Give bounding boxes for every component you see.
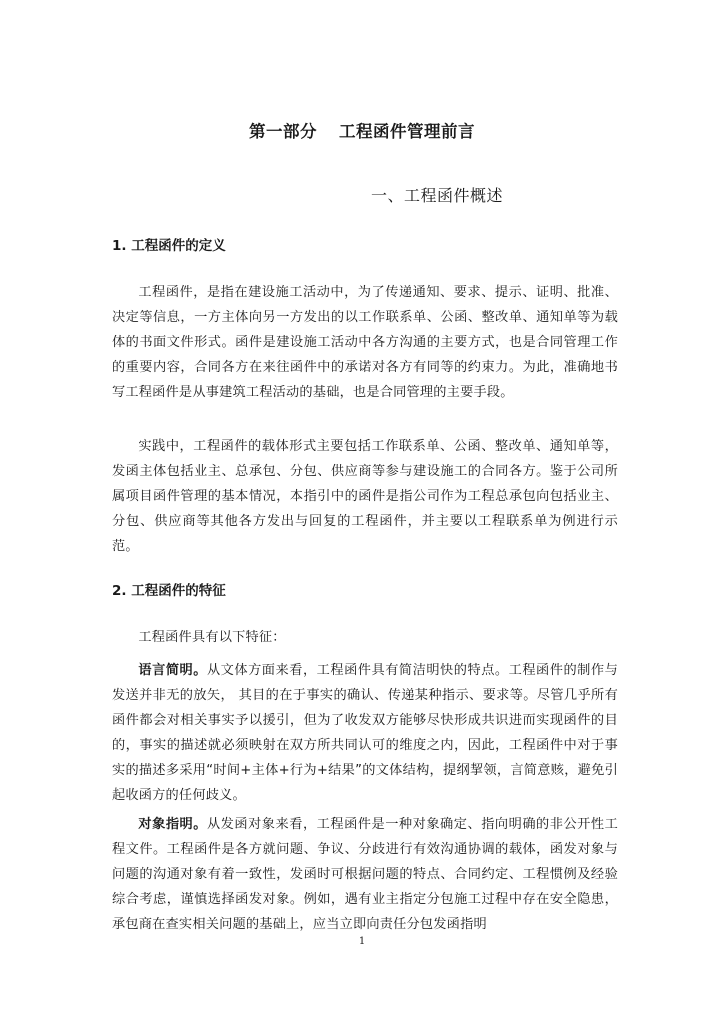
paragraph-feature-target <box>112 812 618 937</box>
feature-text-concise: 从文体方面来看，工程函件具有简洁明快的特点。工程函件的制作与发送并非无的放矢， 其目的在于事实的确认、传递某种指示、要求等。尽管几乎所有函件都会对相关事实予以援引，但为了收发双方能够尽快形成共识进而实现函件的目的，事实的描述就必须映射在双方所共同认可的维度之内，因此，工程函件中对于事实的描述多采用“时间+主体+行为+结果”的文体结构，提纲挈领，言简意赅，避免引起收函方的任何歧义。 <box>112 663 618 803</box>
page-title <box>0 118 724 142</box>
paragraph-definition-1: 工程函件，是指在建设施工活动中，为了传递通知、要求、提示、证明、批准、决定等信息，一方主体向另一方发出的以工作联系单、公函、整改单、通知单等为载体的书面文件形式。函件是建设施工活动中各方沟通的主要方式，也是合同管理工作的重要内容，合同各方在来往函件中的承诺对各方有同等的约束力。为此，准确地书写工程函件是从事建筑工程活动的基础，也是合同管理的主要手段。 <box>112 285 618 400</box>
subsection-heading-features: 2. 工程函件的特征 <box>112 583 226 599</box>
paragraph-definition-2: 实践中，工程函件的载体形式主要包括工作联系单、公函、整改单、通知单等，发函主体包括业主、总承包、分包、供应商等参与建设施工的合同各方。鉴于公司所属项目函件管理的基本情况，本指引中的函件是指公司作为工程总承包向包括业主、分包、供应商等其他各方发出与回复的工程函件，并主要以工程联系单为例进行示范。 <box>112 439 618 554</box>
subsection-heading-definition: 1. 工程函件的定义 <box>112 238 226 254</box>
paragraph-feature-concise <box>112 658 618 808</box>
feature-text-target: 从发函对象来看，工程函件是一种对象确定、指向明确的非公开性工程文件。工程函件是各方就问题、争议、分歧进行有效沟通协调的载体，函发对象与问题的沟通对象有着一致性，发函时可根据问题的特点、合同约定、工程惯例及经验综合考虑，谨慎选择函发对象。例如，遇有业主指定分包施工过程中存在安全隐患，承包商在查实相关问题的基础上，应当立即向责任分包发函指明 <box>112 817 618 932</box>
feature-lead-target: 对象指明。 <box>138 817 207 832</box>
paragraph-features-intro: 工程函件具有以下特征： <box>138 630 286 645</box>
section-title: 一、工程函件概述 <box>370 186 503 205</box>
feature-lead-concise: 语言简明。 <box>138 663 207 678</box>
part-label: 第一部分 <box>249 122 317 141</box>
part-name: 工程函件管理前言 <box>339 122 475 141</box>
page-number: 1 <box>358 936 366 947</box>
